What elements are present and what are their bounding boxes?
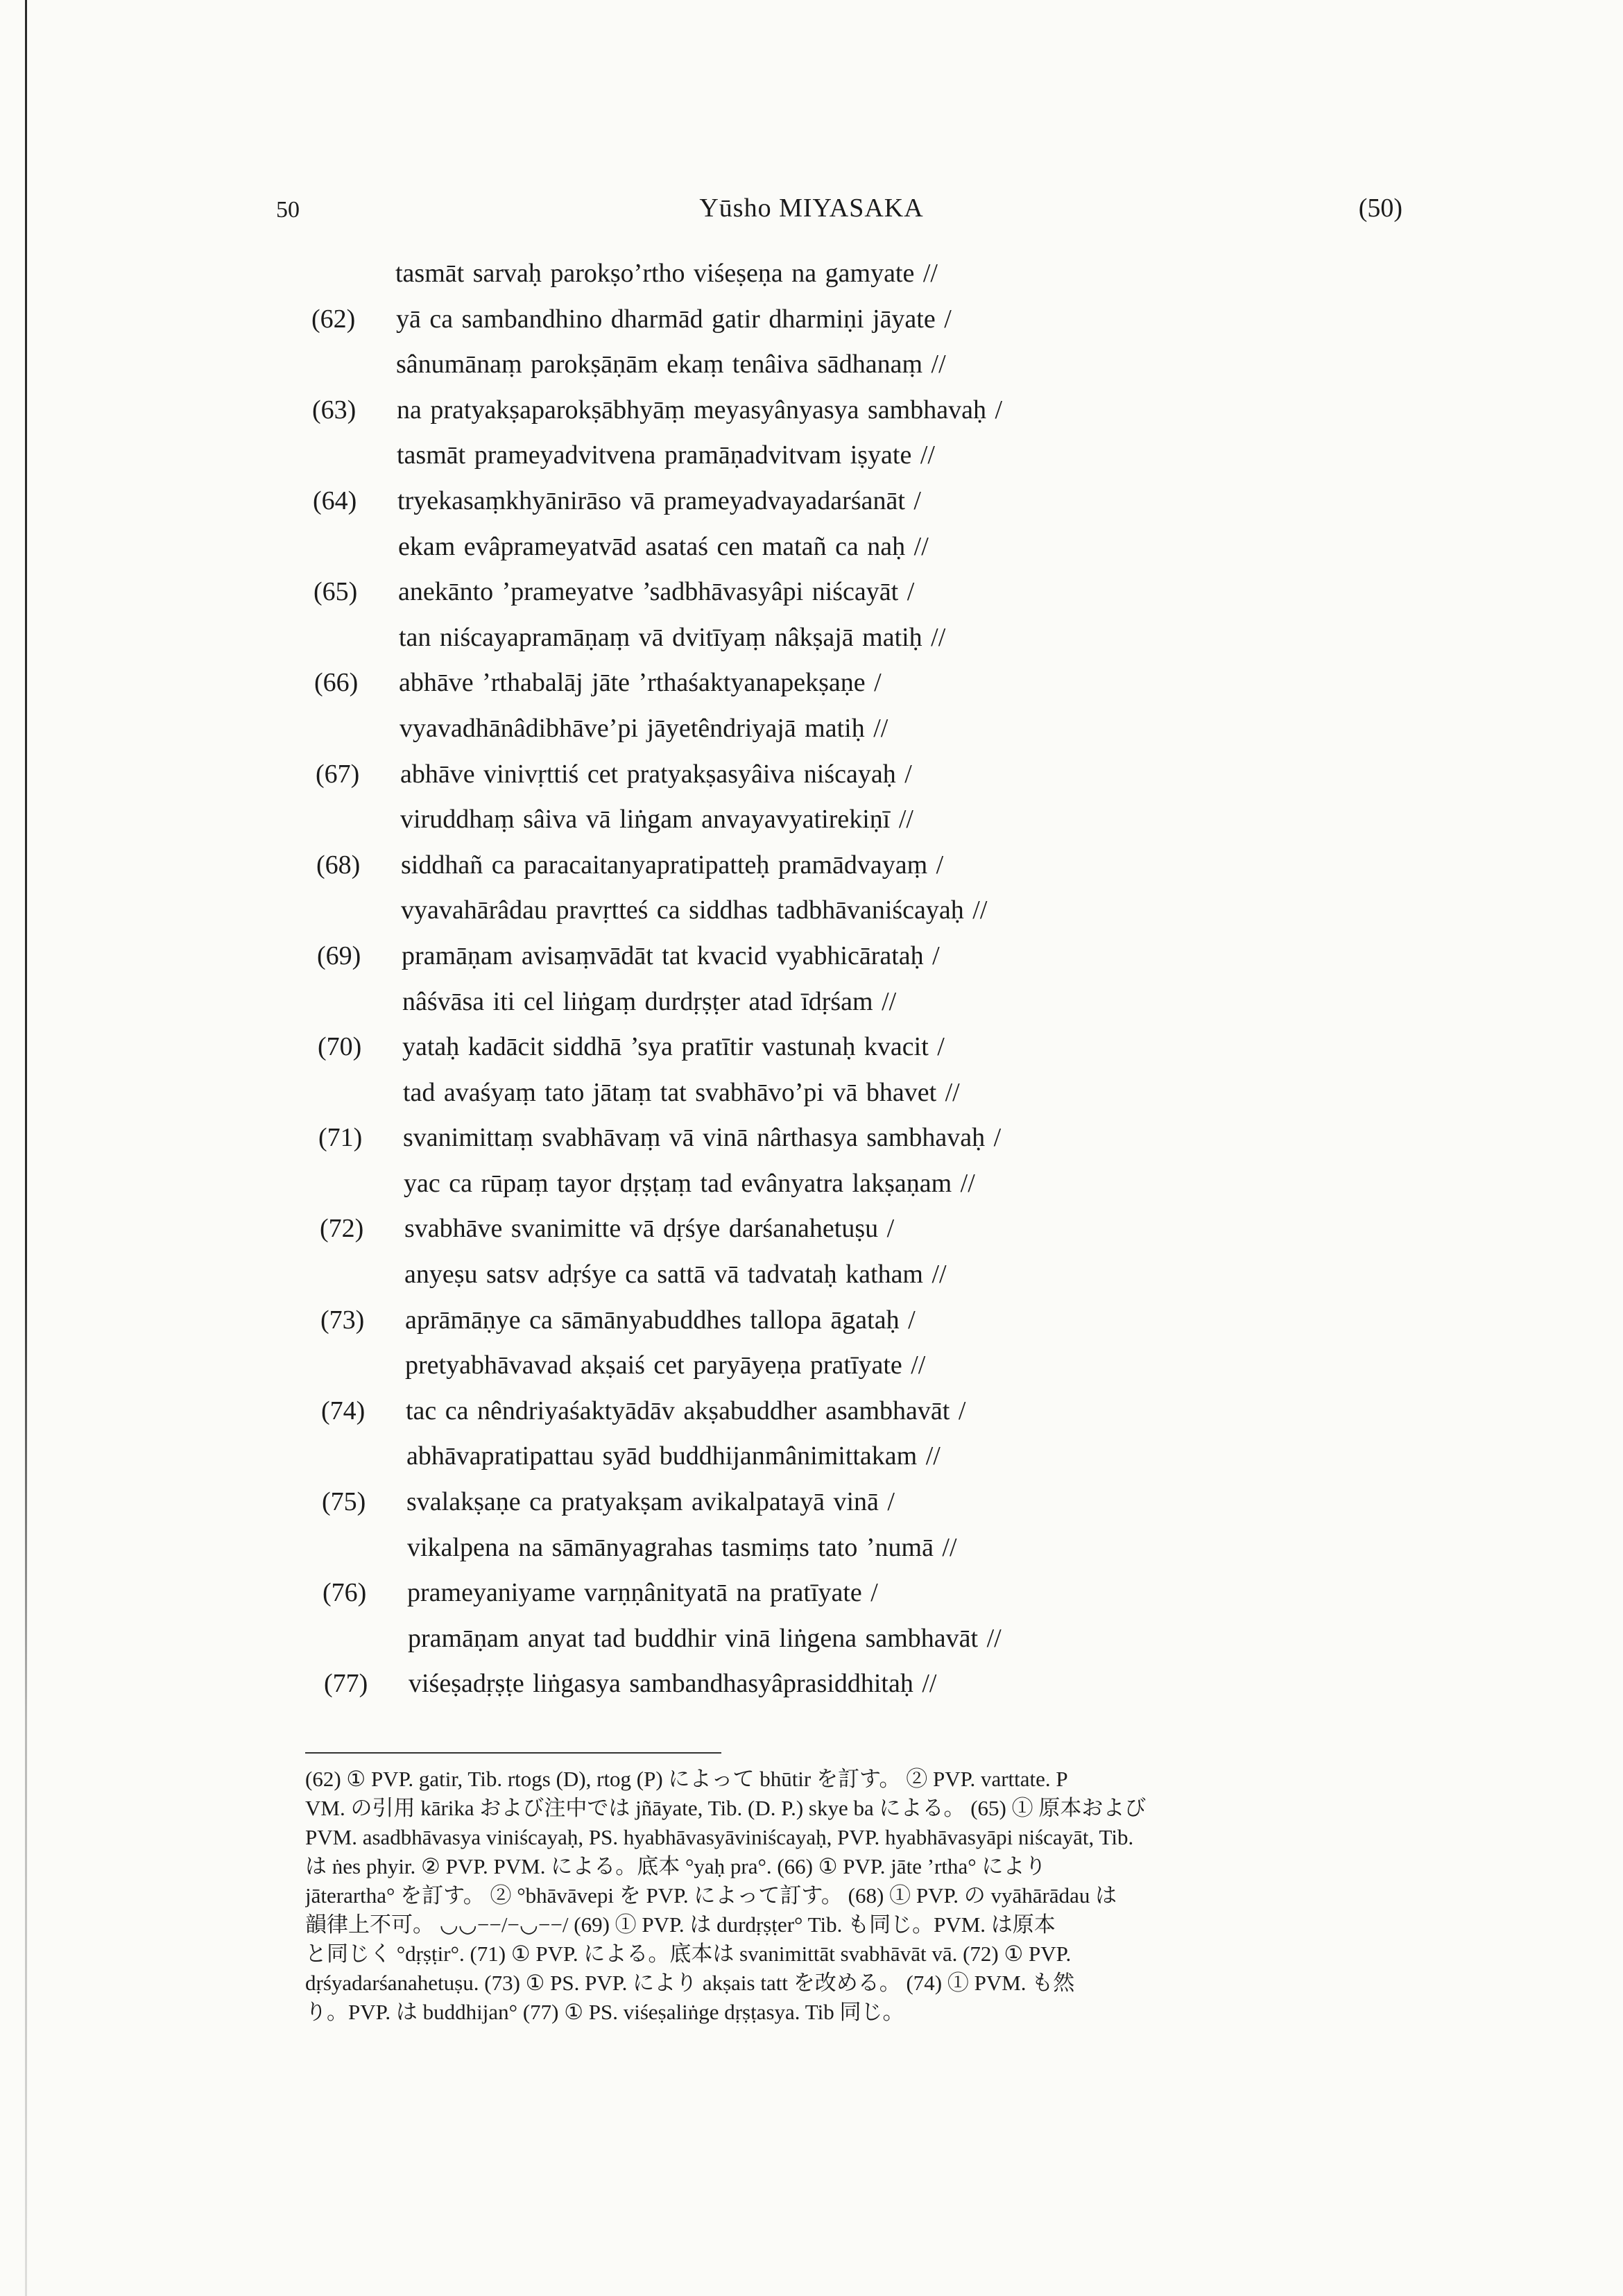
verse-text: aprāmāṇye ca sāmānyabuddhes tallopa āgataḥ /: [405, 1305, 916, 1335]
verse-line: [0, 752, 1623, 798]
verse-line: [0, 1480, 1623, 1525]
verse-text: na pratyakṣaparokṣābhyāṃ meyasyânyasya sambhavaḥ /: [397, 395, 1003, 425]
verse-line: [0, 797, 1623, 843]
verse-line: [0, 388, 1623, 434]
verse-line: [0, 297, 1623, 343]
verse-text: yataḥ kadācit siddhā ’sya pratītir vastunaḥ kvacit /: [402, 1032, 945, 1062]
verse-line: [0, 843, 1623, 889]
footnote-line: と同じく °dṛṣṭir°. (71) ① PVP. による。底本は svanimittāt svabhāvāt vā. (72) ① PVP.: [305, 1942, 1072, 1966]
verse-text: anekānto ’prameyatve ’sadbhāvasyâpi niścayāt /: [398, 577, 915, 607]
verse-line: [0, 1252, 1623, 1298]
verse-text: tac ca nêndriyaśaktyādāv akṣabuddher asambhavāt /: [406, 1396, 966, 1425]
footnote-line: PVM. asadbhāvasya viniścayaḥ, PS. hyabhāvasyāviniścayaḥ, PVP. hyabhāvasyāpi niścayāt, Tib.: [305, 1825, 1134, 1849]
verse-text: abhāve vinivṛttiś cet pratyakṣasyâiva niścayaḥ /: [400, 759, 912, 789]
verse-text: pretyabhāvavad akṣaiś cet paryāyeṇa pratīyate //: [405, 1351, 926, 1380]
verse-number: (72): [320, 1214, 364, 1244]
verse-text: tasmāt prameyadvitvena pramāṇadvitvam iṣyate //: [397, 440, 935, 470]
verse-text: vyavadhānâdibhāve’pi jāyetêndriyajā matiḥ //: [400, 713, 888, 743]
verse-text: yac ca rūpaṃ tayor dṛṣṭaṃ tad evânyatra lakṣaṇam //: [404, 1168, 975, 1198]
verse-number: (75): [322, 1487, 366, 1517]
footnote-line: 韻律上不可。 ◡◡−−/−◡−−/ (69) ① PVP. は durdṛṣṭer° Tib. も同じ。PVM. は原本: [305, 1912, 1056, 1937]
verse-text: vikalpena na sāmānyagrahas tasmiṃs tato ’numā //: [407, 1532, 957, 1562]
verse-line: [0, 1525, 1623, 1571]
verse-text: viśeṣadṛṣṭe liṅgasya sambandhasyâprasiddhitaḥ //: [409, 1669, 937, 1699]
footnotes: [305, 1765, 1457, 2027]
verse-text: sânumānaṃ parokṣāṇām ekaṃ tenâiva sādhanaṃ //: [396, 350, 946, 379]
verse-number: (73): [320, 1305, 365, 1335]
verse-line: [0, 1298, 1623, 1344]
verse-line: [0, 342, 1623, 388]
verse-text: ekam evâprameyatvād asataś cen matañ ca naḥ //: [398, 531, 929, 561]
verse-line: [0, 524, 1623, 570]
verse-line: [0, 1343, 1623, 1389]
verse-line: [0, 979, 1623, 1025]
verse-number: (67): [316, 759, 360, 789]
footnote-line: jāterartha° を訂す。 ② °bhāvāvepi を PVP. によって訂す。 (68) ① PVP. の vyāhārādau は: [305, 1883, 1117, 1908]
verse-text: svanimittaṃ svabhāvaṃ vā vinā nârthasya sambhavaḥ /: [403, 1123, 1002, 1153]
verse-text: vyavahārâdau pravṛtteś ca siddhas tadbhāvaniścayaḥ //: [401, 896, 988, 925]
verse-line: [0, 1115, 1623, 1161]
verse-line: [0, 569, 1623, 615]
verse-text: abhāve ’rthabalāj jāte ’rthaśaktyanapekṣaṇe /: [399, 668, 882, 698]
verse-text: tad avaśyaṃ tato jātaṃ tat svabhāvo’pi vā bhavet //: [403, 1077, 960, 1107]
verse-text: pramāṇam anyat tad buddhir vinā liṅgena sambhavāt //: [408, 1623, 1002, 1653]
verse-line: [0, 251, 1623, 297]
verse-number: (76): [323, 1578, 367, 1608]
verse-line: [0, 1389, 1623, 1434]
verse-line: [0, 1206, 1623, 1252]
verse-line: [0, 660, 1623, 706]
footnote-rule: [305, 1752, 721, 1754]
footnote-line: dṛśyadarśanahetuṣu. (73) ① PS. PVP. により akṣais tatt を改める。 (74) ① PVM. も然: [305, 1971, 1075, 1995]
footnote-line: VM. の引用 kārika および注中では jñāyate, Tib. (D. P.) skye ba による。 (65) ① 原本および: [305, 1796, 1147, 1820]
verse-line: [0, 706, 1623, 752]
verse-number: (64): [313, 486, 357, 515]
page-number: 50: [276, 197, 300, 223]
verse-number: (71): [318, 1123, 363, 1153]
verse-text: tan niścayapramāṇaṃ vā dvitīyaṃ nâkṣajā matiḥ //: [399, 622, 946, 652]
verse-text: abhāvapratipattau syād buddhijanmânimittakam //: [406, 1441, 941, 1471]
verse-text: yā ca sambandhino dharmād gatir dharmiṇi jāyate /: [396, 304, 952, 334]
verse-number: (69): [317, 941, 361, 970]
verse-text: prameyaniyame varṇṇânityatā na pratīyate /: [407, 1578, 878, 1608]
page-number-paren: (50): [1358, 194, 1402, 223]
verse-block: [0, 251, 1623, 1707]
verse-text: viruddhaṃ sâiva vā liṅgam anvayavyatirekiṇī //: [400, 805, 913, 834]
verse-text: siddhañ ca paracaitanyapratipatteḥ pramādvayaṃ /: [401, 850, 944, 880]
verse-line: [0, 1161, 1623, 1207]
verse-text: tasmāt sarvaḥ parokṣo’rtho viśeṣeṇa na gamyate //: [395, 259, 938, 288]
verse-line: [0, 615, 1623, 661]
verse-line: [0, 1661, 1623, 1707]
footnote-line: (62) ① PVP. gatir, Tib. rtogs (D), rtog (P) によって bhūtir を訂す。 ② PVP. varttate. P: [305, 1767, 1068, 1791]
verse-text: tryekasaṃkhyānirāso vā prameyadvayadarśanāt /: [397, 486, 921, 515]
verse-line: [0, 479, 1623, 524]
verse-number: (63): [312, 395, 357, 425]
page-header: [0, 193, 1623, 234]
verse-number: (74): [321, 1396, 366, 1425]
verse-line: [0, 1570, 1623, 1616]
verse-number: (68): [316, 850, 361, 880]
verse-line: [0, 1070, 1623, 1116]
verse-text: nâśvāsa iti cel liṅgaṃ durdṛṣṭer atad īdṛśam //: [402, 986, 897, 1016]
verse-line: [0, 1616, 1623, 1662]
verse-text: svabhāve svanimitte vā dṛśye darśanahetuṣu /: [404, 1214, 895, 1244]
verse-line: [0, 934, 1623, 979]
verse-line: [0, 888, 1623, 934]
verse-number: (65): [314, 577, 358, 607]
verse-text: pramāṇam avisaṃvādāt tat kvacid vyabhicārataḥ /: [402, 941, 940, 970]
verse-line: [0, 1434, 1623, 1480]
verse-text: svalakṣaṇe ca pratyakṣam avikalpatayā vinā /: [406, 1487, 895, 1517]
verse-number: (66): [314, 668, 359, 698]
footnote-line: は ṅes phyir. ② PVP. PVM. による。底本 °yaḥ pra°. (66) ① PVP. jāte ’rtha° により: [305, 1854, 1047, 1878]
verse-text: anyeṣu satsv adṛśye ca sattā vā tadvataḥ katham //: [404, 1260, 947, 1290]
footnote-line: り。PVP. は buddhijan° (77) ① PS. viśeṣaliṅge dṛṣṭasya. Tib 同じ。: [305, 2000, 904, 2024]
verse-line: [0, 1025, 1623, 1070]
verse-line: [0, 433, 1623, 479]
running-title: Yūsho MIYASAKA: [699, 194, 924, 223]
verse-number: (70): [318, 1032, 362, 1062]
verse-number: (77): [324, 1669, 368, 1699]
verse-number: (62): [311, 304, 356, 334]
